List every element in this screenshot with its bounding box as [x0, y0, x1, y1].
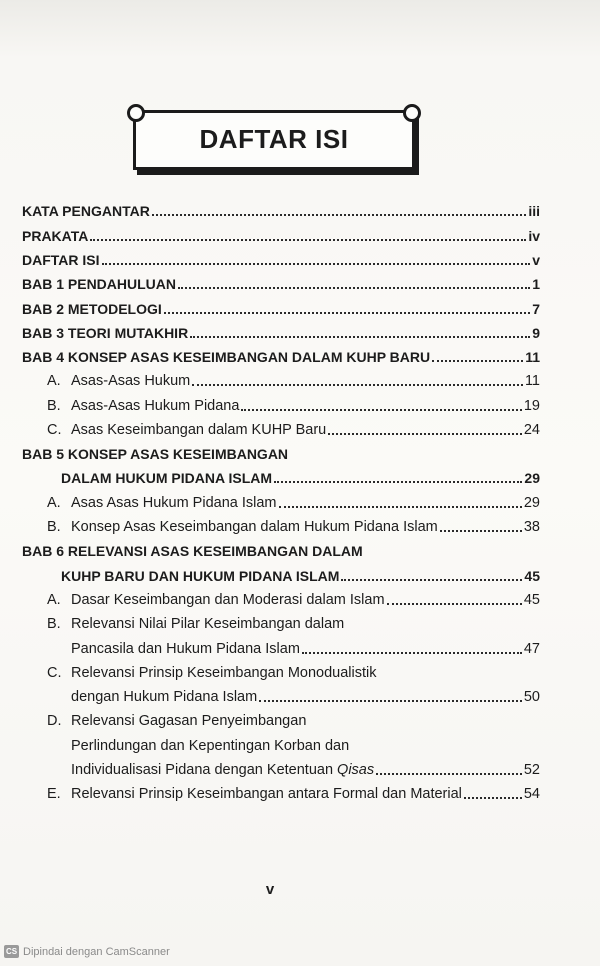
entry-page: 50: [523, 689, 540, 705]
entry-letter: A.: [47, 592, 61, 608]
dot-leader: [376, 772, 522, 775]
entry-title: Asas Keseimbangan dalam KUHP Baru: [71, 422, 327, 438]
entry-title: DALAM HUKUM PIDANA ISLAM: [61, 470, 273, 486]
toc-subentry-bab6-a: [71, 591, 540, 609]
entry-title: BAB 4 KONSEP ASAS KESEIMBANGAN DALAM KUHP BARU: [22, 349, 431, 365]
entry-title: PRAKATA: [22, 228, 89, 244]
toc-subentry-bab6-b: [71, 640, 540, 658]
dot-leader: [432, 359, 523, 362]
entry-title: [71, 761, 374, 779]
entry-title: dengan Hukum Pidana Islam: [71, 689, 258, 705]
dot-leader: [190, 335, 530, 338]
scanner-watermark: [4, 945, 170, 958]
entry-title-text: Individualisasi Pidana dengan Ketentuan: [71, 762, 334, 778]
entry-page: 54: [523, 786, 540, 802]
entry-page: 45: [523, 592, 540, 608]
dot-leader: [274, 480, 522, 483]
toc-subentry-bab6-d-line2: Perlindungan dan Kepentingan Korban dan: [71, 738, 350, 754]
entry-title: BAB 2 METODELOGI: [22, 301, 162, 317]
toc-subentry-bab6-d: [71, 761, 540, 779]
dot-leader: [259, 699, 522, 702]
toc-subentry-bab6-e: [71, 785, 540, 803]
toc-entry-bab6: [61, 567, 540, 585]
entry-page: 52: [523, 762, 540, 778]
entry-letter: E.: [47, 786, 61, 802]
dot-leader: [302, 651, 522, 654]
dot-leader: [328, 432, 522, 435]
toc-entry-daftar-isi: [22, 251, 540, 269]
entry-letter: B.: [47, 519, 61, 535]
toc-entry-bab5: [61, 469, 540, 487]
toc-entry-bab3: [22, 324, 540, 342]
toc-entry-prakata: [22, 227, 540, 245]
toc-entry-bab5-line1: BAB 5 KONSEP ASAS KESEIMBANGAN: [22, 446, 289, 462]
entry-page: 9: [532, 325, 540, 341]
toc-subentry-bab4-a: [71, 372, 540, 390]
entry-letter: A.: [47, 373, 61, 389]
toc-subentry-bab6-c: [71, 688, 540, 706]
banner-curl-right: [403, 104, 421, 122]
entry-page: 19: [523, 398, 540, 414]
entry-letter: B.: [47, 398, 61, 414]
entry-page: 38: [523, 519, 540, 535]
dot-leader: [440, 529, 522, 532]
toc-subentry-bab5-a: [71, 494, 540, 512]
entry-page: 11: [524, 373, 540, 389]
banner-curl-left: [127, 104, 145, 122]
entry-page: 47: [523, 641, 540, 657]
entry-title: Asas-Asas Hukum: [71, 373, 191, 389]
toc-subentry-bab6-d-line1: Relevansi Gagasan Penyeimbangan: [71, 713, 307, 729]
page-number: v: [265, 881, 275, 898]
entry-letter: D.: [47, 713, 62, 729]
entry-title: Asas-Asas Hukum Pidana: [71, 398, 240, 414]
entry-title: BAB 1 PENDAHULUAN: [22, 276, 177, 292]
toc-entry-bab4: [22, 348, 540, 366]
entry-letter: C.: [47, 665, 62, 681]
dot-leader: [178, 286, 530, 289]
entry-page: 45: [524, 568, 540, 584]
entry-page: iii: [528, 203, 540, 219]
dot-leader: [241, 408, 521, 411]
dot-leader: [102, 262, 531, 265]
entry-page: iv: [528, 228, 540, 244]
toc-entry-bab1: [22, 275, 540, 293]
dot-leader: [90, 238, 526, 241]
entry-letter: A.: [47, 495, 61, 511]
entry-title: Dasar Keseimbangan dan Moderasi dalam Islam: [71, 592, 385, 608]
toc-subentry-bab5-b: [71, 518, 540, 536]
entry-title: Pancasila dan Hukum Pidana Islam: [71, 641, 300, 657]
dot-leader: [152, 213, 527, 216]
entry-title: Asas Asas Hukum Pidana Islam: [71, 495, 277, 511]
entry-title-italic: Qisas: [337, 762, 375, 778]
camscanner-logo-icon: CS: [5, 947, 18, 956]
dot-leader: [164, 311, 530, 314]
dot-leader: [192, 383, 523, 386]
dot-leader: [341, 578, 522, 581]
entry-page: v: [532, 252, 540, 268]
entry-page: 1: [532, 276, 540, 292]
heading-banner: [133, 110, 415, 170]
entry-title: Relevansi Prinsip Keseimbangan antara Formal dan Material: [71, 786, 462, 802]
entry-title: Konsep Asas Keseimbangan dalam Hukum Pidana Islam: [71, 519, 438, 535]
entry-title: BAB 3 TEORI MUTAKHIR: [22, 325, 189, 341]
entry-title: DAFTAR ISI: [22, 252, 100, 268]
entry-page: 11: [525, 349, 540, 365]
toc-subentry-bab4-c: [71, 421, 540, 439]
entry-page: 7: [532, 301, 540, 317]
toc-subentry-bab4-b: [71, 397, 540, 415]
entry-page: 29: [524, 470, 540, 486]
toc-entry-bab2: [22, 300, 540, 318]
dot-leader: [387, 602, 522, 605]
page-title: DAFTAR ISI: [199, 124, 349, 154]
dot-leader: [279, 505, 522, 508]
entry-page: 29: [523, 495, 540, 511]
toc-entry-bab6-line1: BAB 6 RELEVANSI ASAS KESEIMBANGAN DALAM: [22, 543, 363, 559]
entry-letter: C.: [47, 422, 62, 438]
dot-leader: [464, 796, 522, 799]
toc-subentry-bab6-c-line1: Relevansi Prinsip Keseimbangan Monodualistik: [71, 665, 377, 681]
entry-title: KUHP BARU DAN HUKUM PIDANA ISLAM: [61, 568, 340, 584]
toc-subentry-bab6-b-line1: Relevansi Nilai Pilar Keseimbangan dalam: [71, 616, 345, 632]
entry-title: KATA PENGANTAR: [22, 203, 150, 219]
entry-letter: B.: [47, 616, 61, 632]
entry-page: 24: [523, 422, 540, 438]
watermark-text: Dipindai dengan CamScanner: [23, 945, 170, 958]
toc-entry-kata-pengantar: [22, 202, 540, 220]
